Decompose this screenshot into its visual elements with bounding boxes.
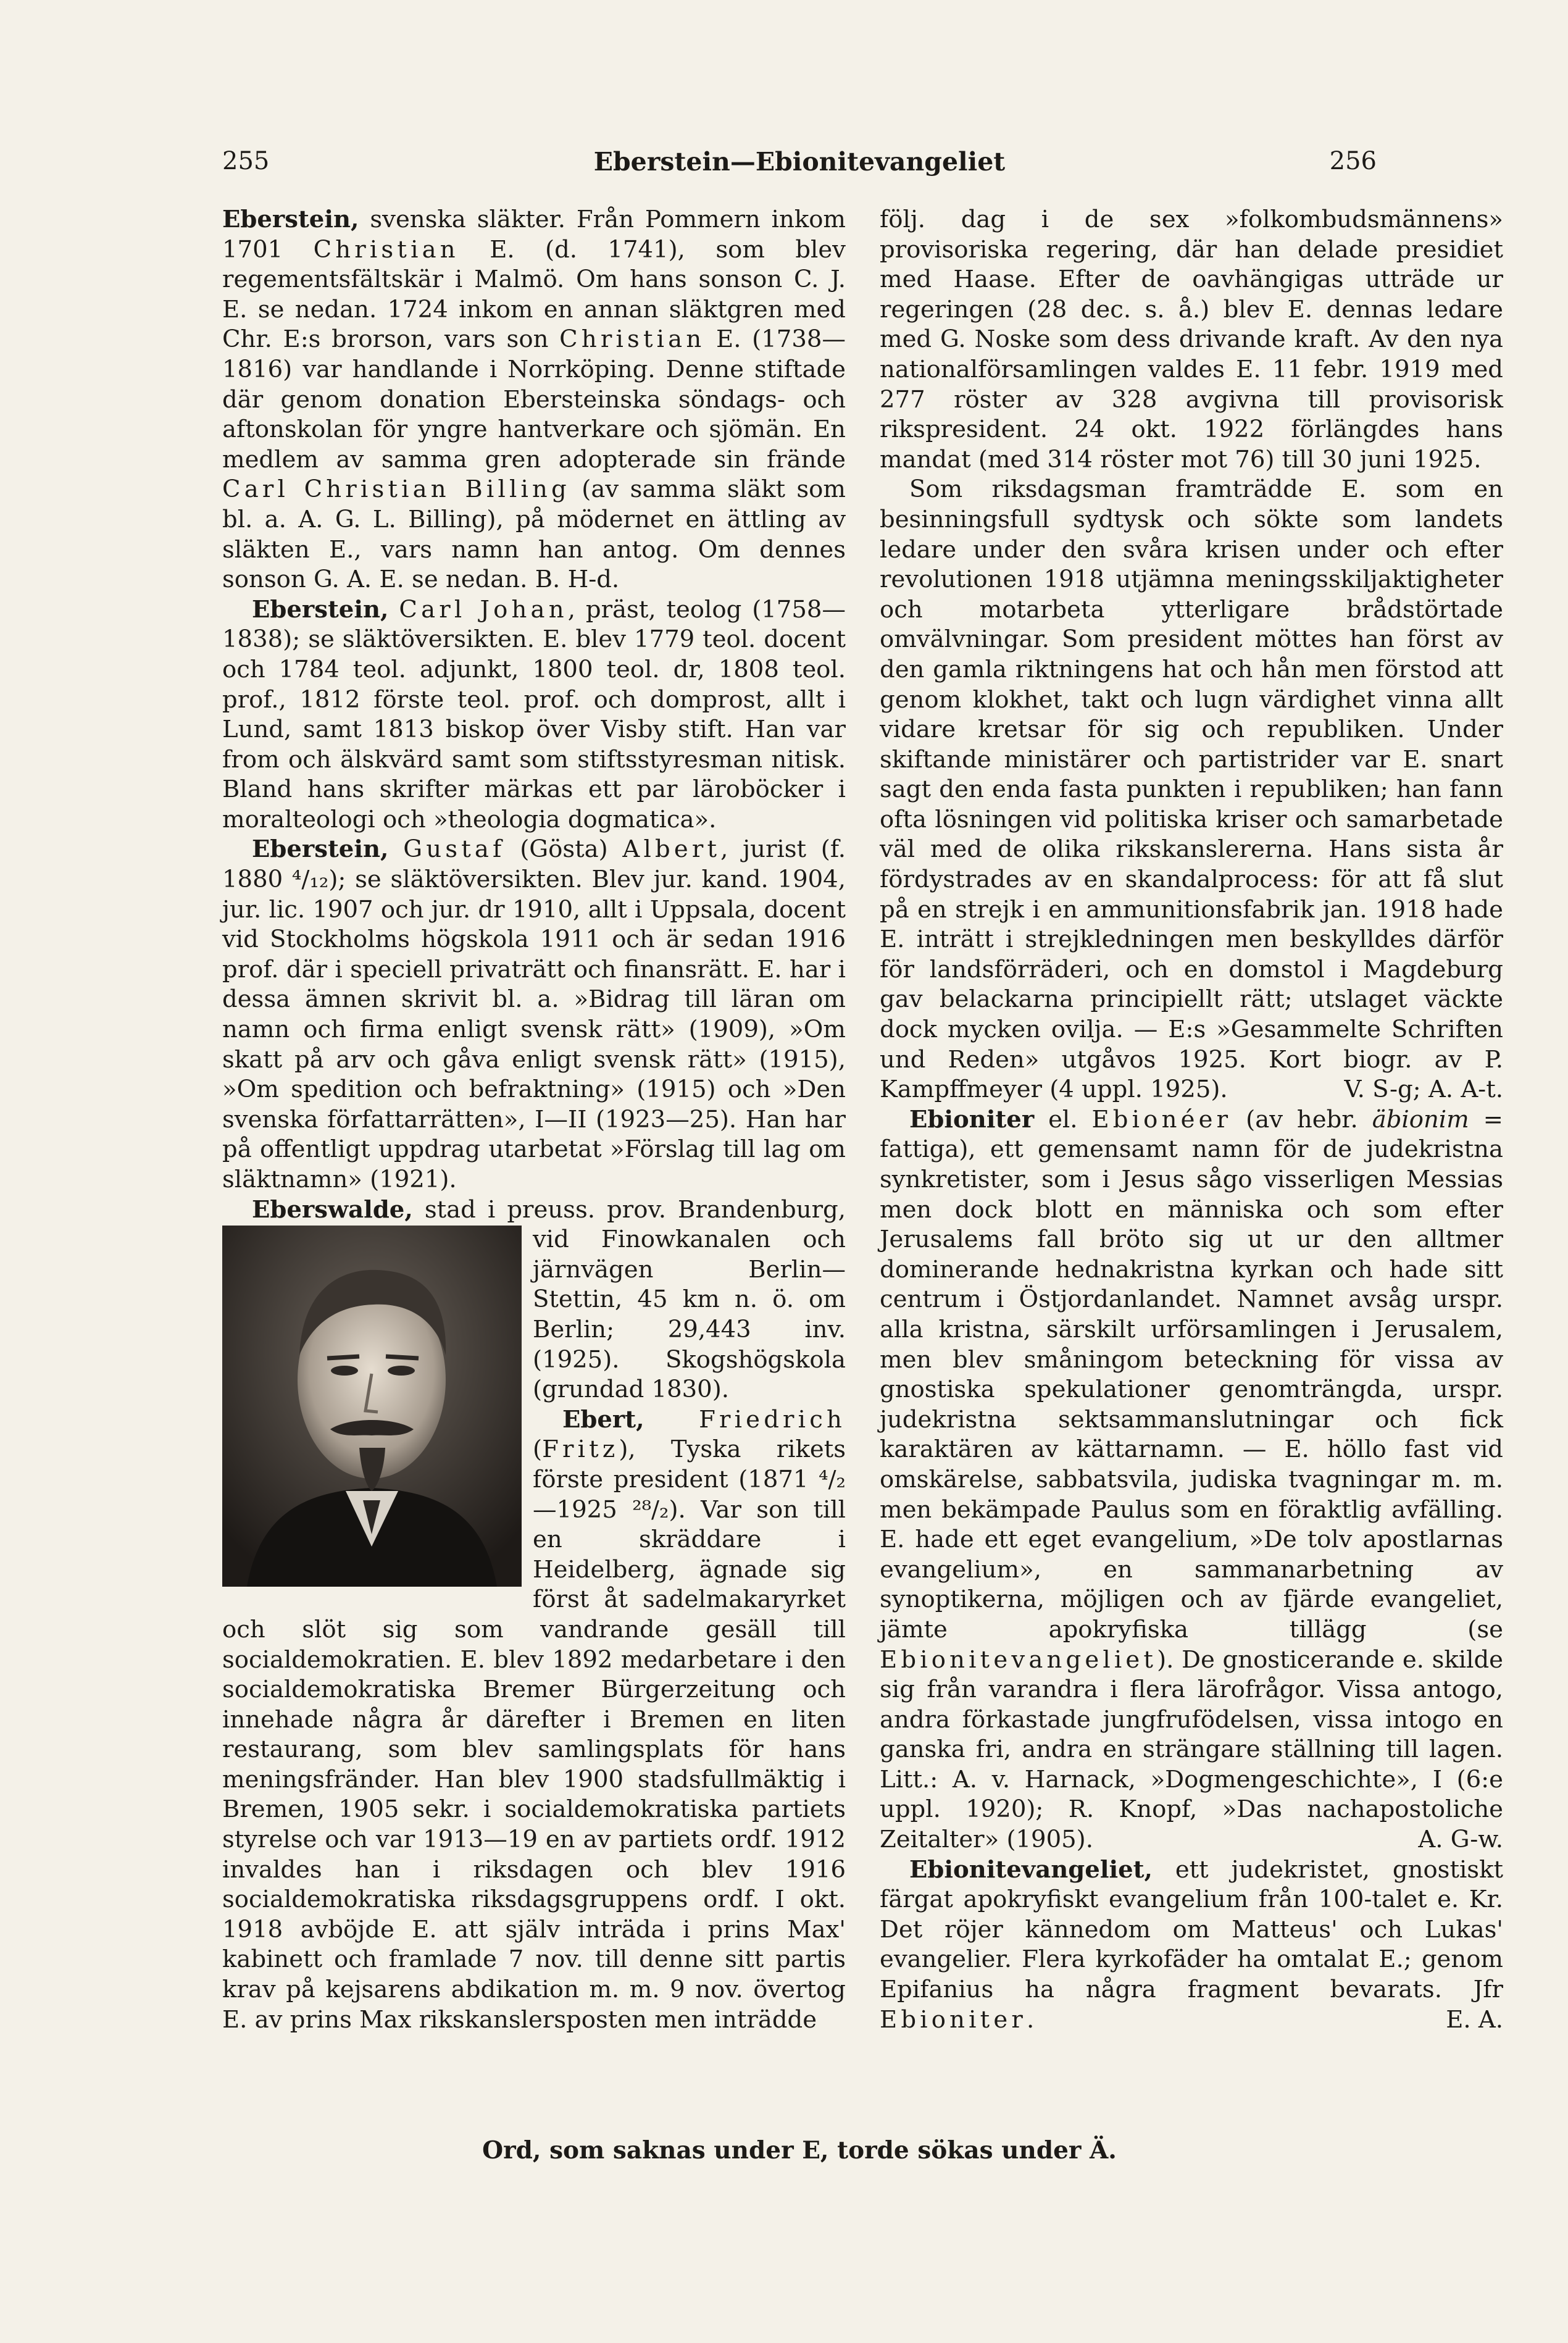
author-signature: E. A. (1446, 2005, 1503, 2034)
left-column (222, 205, 846, 2035)
running-title: Eberstein—Ebionitevangeliet (593, 147, 1006, 177)
entry-eberstein-family: Eberstein, svenska släkter. Från Pommern inkom 1701 Christian E. (d. 1741), som blev regementsfältskär i Malmö. Om hans sonson C. J. E. se nedan. 1724 inkom en annan släktgren med Chr. E:s brorson, vars son Christian E. (1738—1816) var handlande i Norrköping. Denne stiftade där genom donation Ebersteinska söndags- och aftonskolan för yngre hantverkare och sjömän. En medlem av samma gren adopterade sin frände Carl Christian Billing (av samma släkt som bl. a. A. G. L. Billing), på mödernet en ättling av släkten E., vars namn han antog. Om dennes sonson G. A. E. se nedan. B. H-d. (222, 206, 846, 594)
author-signature: V. S-g; A. A-t. (1344, 1075, 1503, 1104)
entry-eberswalde: Eberswalde, stad i preuss. prov. Brandenburg, vid Finowkanalen och järnvägen Berlin—Stettin, 45 km n. ö. om Berlin; 29,443 inv. (1925). Skogshögskola (grundad 1830). (252, 1195, 846, 1404)
headword: Ebionitevangeliet, (909, 1855, 1153, 1884)
footer-note: Ord, som saknas under E, torde sökas under Ä. (482, 2136, 1117, 2165)
running-header (222, 147, 1377, 184)
page-number-left: 255 (222, 147, 270, 175)
page-number-right: 256 (1329, 147, 1377, 175)
headword: Eberstein, (252, 835, 389, 864)
headword: Ebert, (562, 1405, 644, 1434)
headword: Ebioniter (909, 1105, 1035, 1134)
author-signature: A. G-w. (1418, 1826, 1503, 1854)
ebert-portrait-photo (222, 1226, 522, 1587)
entry-eberstein-gustaf: Eberstein, Gustaf (Gösta) Albert, jurist (f. 1880 ⁴/₁₂); se släktöversikten. Blev jur. kand. 1904, jur. lic. 1907 och jur. dr 1910, allt i Uppsala, docent vid Stockholms högskola 1911 och är sedan 1916 prof. där i speciell privaträtt och finansrätt. E. har i dessa ämnen skrivit bl. a. »Bidrag till läran om namn och firma enligt svensk rätt» (1909), »Om skatt på arv och gåva enligt svensk rätt» (1915), »Om spedition och befraktning» (1915) och »Den svenska författarrätten», I—II (1923—25). Han har på offentligt uppdrag utarbetat »Förslag till lag om släktnamn» (1921). (222, 835, 846, 1193)
headword: Eberstein, (222, 206, 359, 233)
entry-eberstein-carl-johan: Eberstein, Carl Johan, präst, teolog (1758—1838); se släktöversikten. E. blev 1779 teol. docent och 1784 teol. adjunkt, 1800 teol. dr, 1808 teol. prof., 1812 förste teol. prof. och domprost, allt i Lund, samt 1813 biskop över Visby stift. Han var from och älskvärd samt som stiftsstyresman nitisk. Bland hans skrifter märkas ett par läroböcker i moralteologi och »theologia dogmatica». (222, 595, 846, 833)
author-signature: B. H-d. (535, 566, 620, 594)
headword: Eberstein, (252, 595, 389, 624)
entry-ebionitevangeliet: Ebionitevangeliet, ett judekristet, gnostiskt färgat apokryfiskt evangelium från 100-talet e. Kr. Det röjer kännedom om Matteus' och Lukas' evangelier. Flera kyrkofäder ha omtalat E.; genom Epifanius ha några fragment bevarats. Jfr Ebioniter. E. A. (880, 1855, 1503, 2036)
entry-ebert-continued: följ. dag i de sex »folkombudsmännens» provisoriska regering, där han delade presidiet med Haase. Efter de oavhängigas utträde ur regeringen (28 dec. s. å.) blev E. dennas ledare med G. Noske som dess drivande kraft. Av den nya nationalförsamlingen valdes E. 11 febr. 1919 med 277 röster av 328 avgivna till provisorisk rikspresident. 24 okt. 1922 förlängdes hans mandat (med 314 röster mot 76) till 30 juni 1925. (880, 206, 1503, 474)
portrait-illustration (222, 1226, 522, 1587)
entry-ebioniter: Ebioniter el. Ebionéer (av hebr. äbionim = fattiga), ett gemensamt namn för de judekristna synkretister, som i Jesus sågo visserligen Messias men dock blott en människa och som efter Jerusalems fall bröto sig ut ur den alltmer dominerande hednakristna kyrkan och hade sitt centrum i Östjordanlandet. Namnet avsåg urspr. alla kristna, särskilt urförsamlingen i Jerusalem, men blev småningom beteckning för vissa av gnostiska spekulationer genomträngda, urspr. judekristna sektsammanslutningar och fick karaktären av kättarnamn. — E. höllo fast vid omskärelse, sabbatsvila, judiska tvagningar m. m. men bekämpade Paulus som en föraktlig avfälling. E. hade ett eget evangelium, »De tolv apostlarnas evangelium», en sammanarbetning av synoptikerna, möjligen och av fjärde evangeliet, jämte apokryfiska tillägg (se Ebionitevangeliet). De gnosticerande e. skilde sig från varandra i flera lärofrågor. Vissa antogo, andra förkastade jungfrufödelsen, vissa intogo en ganska fri, andra en strängare ställning till lagen. Litt.: A. v. Harnack, »Dogmengeschichte», I (6:e uppl. 1920); R. Knopf, »Das nachapostoliche Zeitalter» (1905). A. G-w. (880, 1105, 1503, 1855)
right-column (880, 205, 1503, 2035)
entry-ebert-paragraph-2: Som riksdagsman framträdde E. som en besinningsfull sydtysk och sökte som landets ledare under den svåra krisen under och efter revolutionen 1918 utjämna meningsskiljaktigheter och motarbeta ytterligare brådstörtade omvälvningar. Som president möttes han först av den gamla riktningens hat och hån men förstod att genom klokhet, takt och lugn värdighet vinna allt vidare kretsar för sig och republiken. Under skiftande ministärer och partistrider var E. snart sagt den enda fasta punkten i republiken; han fann ofta lösningen vid politiska kriser och samarbetade väl med de olika rikskanslererna. Hans sista år fördystrades av en skandalprocess: för att få slut på en strejk i en ammunitionsfabrik jan. 1918 hade E. inträtt i strejkledningen men beskylldes därför för landsförräderi, och en domstol i Magdeburg gav belackarna principiellt rätt; utslaget väckte dock mycken ovilja. — E:s »Gesammelte Schriften und Reden» utgåvos 1925. Kort biogr. av P. Kampffmeyer (4 uppl. 1925). V. S-g; A. A-t. (880, 475, 1503, 1105)
headword: Eberswalde, (252, 1195, 413, 1224)
entry-ebert: Ebert, Friedrich (Fritz), Tyska rikets förste president (1871 ⁴/₂—1925 ²⁸/₂). Var son till en skräddare i Heidelberg, ägnade sig först åt sadelmakaryrket och slöt sig som vandrande gesäll till socialdemokratien. E. blev 1892 medarbetare i den socialdemokratiska Bremer Bürgerzeitung och innehade några år därefter i Bremen en liten restaurang, som blev samlingsplats för hans meningsfränder. Han blev 1900 stadsfullmäktig i Bremen, 1905 sekr. i socialdemokratiska partiets styrelse och var 1913—19 en av partiets ordf. 1912 invaldes han i riksdagen och blev 1916 socialdemokratiska riksdagsgruppens ordf. I okt. 1918 avböjde E. att själv inträda i prins Max' kabinett och framlade 7 nov. till denne sitt partis krav på kejsarens abdikation m. m. 9 nov. övertog E. av prins Max rikskanslersposten men inträdde (222, 1405, 846, 2034)
